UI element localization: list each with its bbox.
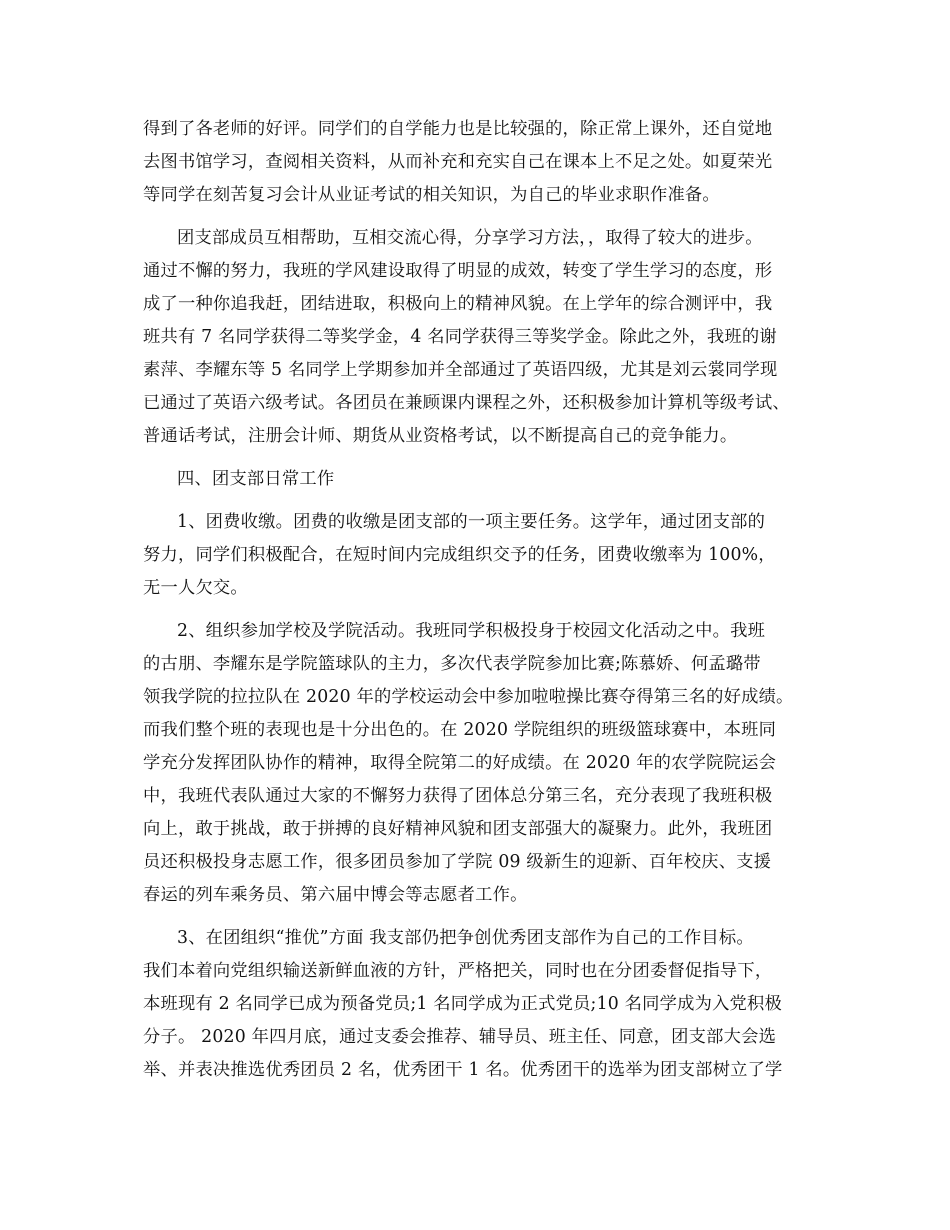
section-heading: 四、团支部日常工作 [177, 469, 335, 489]
text-line: 的古朋、李耀东是学院篮球队的主力，多次代表学院参加比赛;陈慕娇、何孟璐带 [143, 654, 761, 674]
text-line: 领我学院的拉拉队在 2020 年的学校运动会中参加啦啦操比赛夺得第三名的好成绩。 [143, 687, 794, 707]
text-line: 已通过了英语六级考试。各团员在兼顾课内课程之外，还积极参加计算机等级考试、 [143, 393, 790, 413]
text-line: 等同学在刻苦复习会计从业证考试的相关知识，为自己的毕业求职作准备。 [143, 185, 720, 205]
text-line: 班共有 7 名同学获得二等奖学金，4 名同学获得三等奖学金。除此之外，我班的谢 [143, 327, 777, 347]
text-line: 春运的列车乘务员、第六届中博会等志愿者工作。 [143, 885, 528, 905]
text-line: 向上，敢于挑战，敢于拼搏的良好精神风貌和团支部强大的凝聚力。此外，我班团 [143, 819, 773, 839]
text-line: 普通话考试，注册会计师、期货从业资格考试，以不断提高自己的竞争能力。 [143, 426, 738, 446]
text-line: 而我们整个班的表现也是十分出色的。在 2020 学院组织的班级篮球赛中，本班同 [143, 720, 777, 740]
text-line: 中，我班代表队通过大家的不懈努力获得了团体总分第三名，充分表现了我班积极 [143, 786, 773, 806]
text-line: 1、团费收缴。团费的收缴是团支部的一项主要任务。这学年，通过团支部的 [177, 512, 766, 532]
text-line: 分子。 2020 年四月底，通过支委会推荐、辅导员、班主任、同意，团支部大会选 [143, 1027, 777, 1047]
text-line: 努力，同学们积极配合，在短时间内完成组织交予的任务，团费收缴率为 100%， [143, 545, 776, 565]
text-line: 通过不懈的努力，我班的学风建设取得了明显的成效，转变了学生学习的态度，形 [143, 261, 773, 281]
text-line: 我们本着向党组织输送新鲜血液的方针，严格把关，同时也在分团委督促指导下， [143, 961, 773, 981]
text-line: 成了一种你追我赶，团结进取，积极向上的精神风貌。在上学年的综合测评中，我 [143, 294, 773, 314]
text-line: 2、组织参加学校及学院活动。我班同学积极投身于校园文化活动之中。我班 [177, 621, 766, 641]
text-line: 去图书馆学习，查阅相关资料，从而补充和充实自己在课本上不足之处。如夏荣光 [143, 152, 773, 172]
text-line: 无一人欠交。 [143, 578, 248, 598]
text-line: 学充分发挥团队协作的精神，取得全院第二的好成绩。在 2020 年的农学院院运会 [143, 753, 777, 773]
text-line: 素萍、李耀东等 5 名同学上学期参加并全部通过了英语四级，尤其是刘云裳同学现 [143, 360, 778, 380]
text-line: 员还积极投身志愿工作，很多团员参加了学院 09 级新生的迎新、百年校庆、支援 [143, 852, 772, 872]
text-line: 团支部成员互相帮助，互相交流心得，分享学习方法，，取得了较大的进步。 [177, 228, 763, 248]
text-line: 3、在团组织“推优”方面 我支部仍把争创优秀团支部作为自己的工作目标。 [177, 928, 754, 948]
text-line: 举、并表决推选优秀团员 2 名，优秀团干 1 名。优秀团干的选举为团支部树立了学 [143, 1060, 783, 1080]
text-line: 本班现有 2 名同学已成为预备党员;1 名同学成为正式党员;10 名同学成为入党积极 [143, 994, 782, 1014]
text-line: 得到了各老师的好评。同学们的自学能力也是比较强的，除正常上课外，还自觉地 [143, 119, 773, 139]
